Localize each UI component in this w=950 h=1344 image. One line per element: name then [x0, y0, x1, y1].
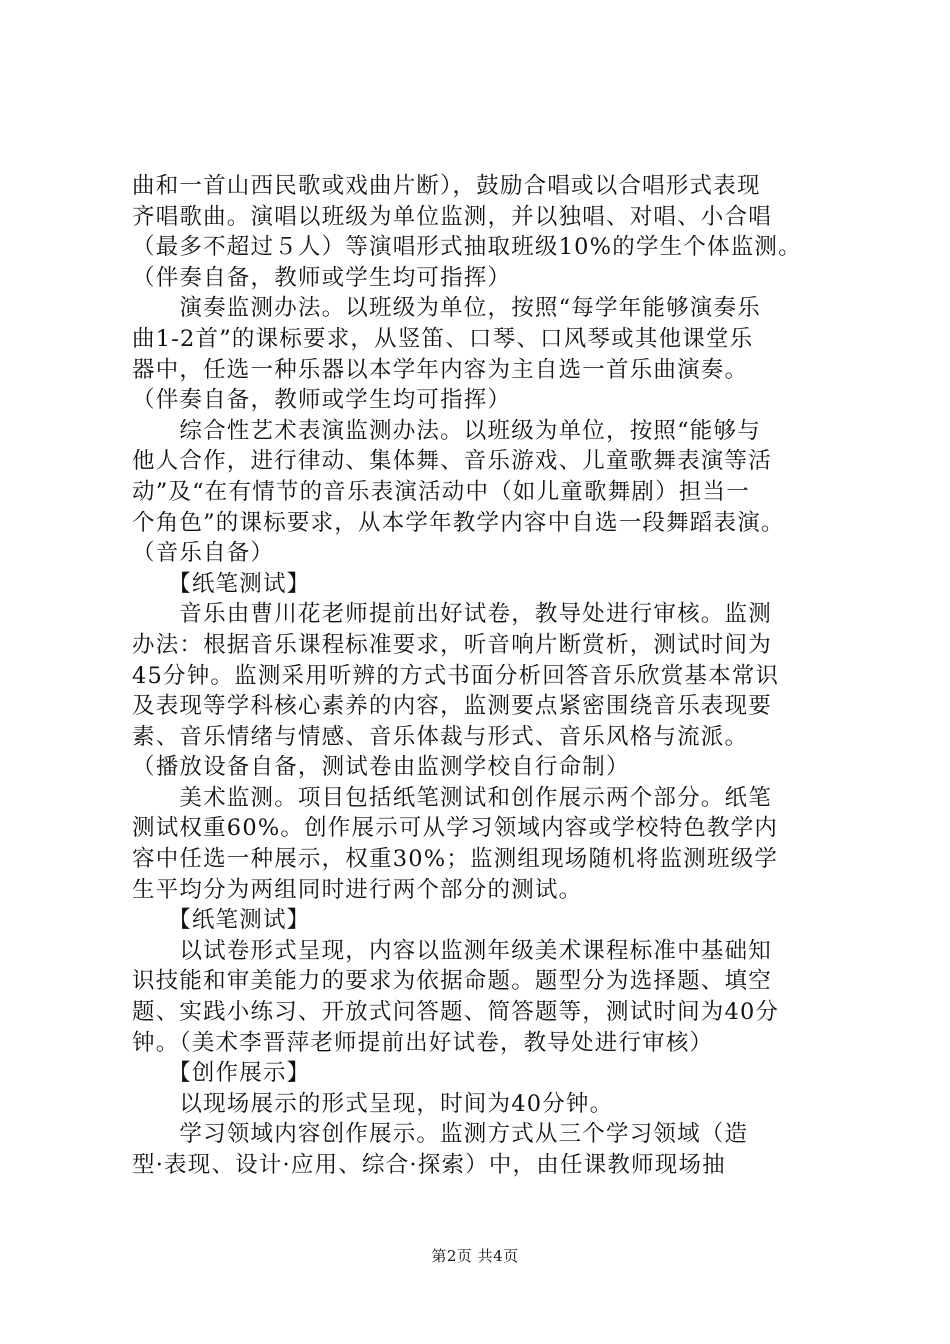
text-line: 【纸笔测试】	[132, 907, 311, 934]
document-body	[132, 171, 852, 1181]
text-line: 题、实践小练习、开放式问答题、简答题等，测试时间为40分	[132, 999, 780, 1026]
text-line: 【创作展示】	[132, 1060, 311, 1087]
text-line: 容中任选一种展示，权重30%；监测组现场随机将监测班级学	[132, 846, 779, 873]
text-line: 综合性艺术表演监测办法。以班级为单位，按照“能够与	[132, 417, 761, 444]
text-line: 美术监测。项目包括纸笔测试和创作展示两个部分。纸笔	[132, 784, 772, 811]
text-line: 生平均分为两组同时进行两个部分的测试。	[132, 876, 583, 903]
text-line: 齐唱歌曲。演唱以班级为单位监测，并以独唱、对唱、小合唱	[132, 203, 772, 230]
text-line: （播放设备自备，测试卷由监测学校自行命制）	[132, 754, 630, 781]
text-line: （伴奏自备，教师或学生均可指挥）	[132, 264, 512, 291]
text-line: 45分钟。监测采用听辨的方式书面分析回答音乐欣赏基本常识	[132, 662, 780, 689]
text-line: （音乐自备）	[132, 540, 275, 567]
text-line: 以试卷形式呈现，内容以监测年级美术课程标准中基础知	[132, 937, 772, 964]
text-line: 办法：根据音乐课程标准要求，听音响片断赏析，测试时间为	[132, 631, 772, 658]
text-line: （最多不超过５人）等演唱形式抽取班级10%的学生个体监测。	[132, 234, 802, 261]
page-footer: 第2页 共4页	[431, 1247, 519, 1265]
text-line: 以现场展示的形式呈现，时间为40分钟。	[132, 1090, 614, 1117]
text-line: 曲和一首山西民歌或戏曲片断），鼓励合唱或以合唱形式表现	[132, 173, 761, 199]
text-line: 测试权重60%。创作展示可从学习领域内容或学校特色教学内	[132, 815, 779, 842]
text-line: 型·表现、设计·应用、综合·探索）中，由任课教师现场抽	[132, 1152, 726, 1178]
text-line: 他人合作，进行律动、集体舞、音乐游戏、儿童歌舞表演等活	[132, 448, 772, 475]
text-line: 识技能和审美能力的要求为依据命题。题型分为选择题、填空	[132, 968, 772, 995]
text-line: 动”及“在有情节的音乐表演活动中（如儿童歌舞剧）担当一	[132, 478, 750, 505]
text-line: 素、音乐情绪与情感、音乐体裁与形式、音乐风格与流派。	[132, 723, 749, 750]
text-line: 音乐由曹川花老师提前出好试卷，教导处进行审核。监测	[132, 601, 772, 628]
text-line: 学习领域内容创作展示。监测方式从三个学习领域（造	[132, 1121, 749, 1148]
text-line: 演奏监测办法。以班级为单位，按照“每学年能够演奏乐	[132, 295, 761, 322]
text-line: 【纸笔测试】	[132, 570, 311, 597]
text-line: 个角色”的课标要求，从本学年教学内容中自选一段舞蹈表演。	[132, 509, 785, 536]
text-line: 及表现等学科核心素养的内容，监测要点紧密围绕音乐表现要	[132, 693, 772, 720]
text-line: （伴奏自备，教师或学生均可指挥）	[132, 387, 512, 414]
text-line: 钟。（美术李晋萍老师提前出好试卷，教导处进行审核）	[132, 1029, 714, 1056]
text-line: 器中，任选一种乐器以本学年内容为主自选一首乐曲演奏。	[132, 356, 749, 383]
text-line: 曲1-2首”的课标要求，从竖笛、口琴、口风琴或其他课堂乐	[132, 325, 754, 352]
